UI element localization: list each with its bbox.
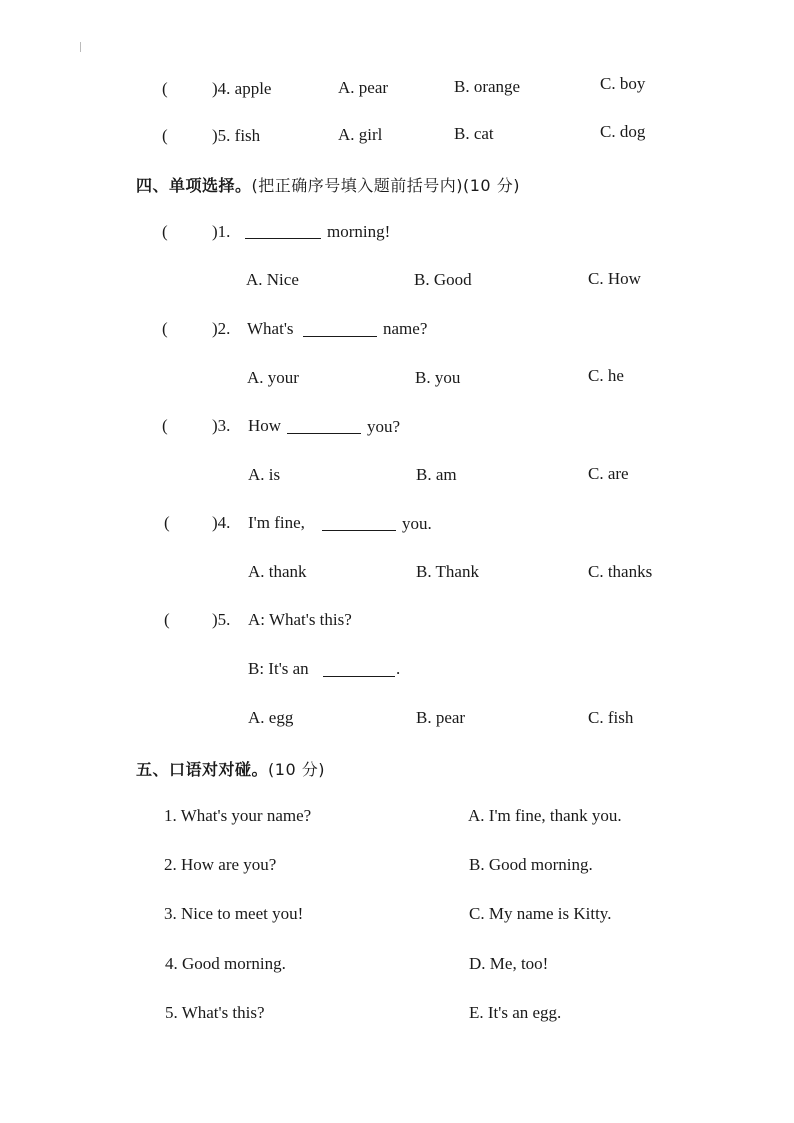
- fill-blank[interactable]: [245, 224, 321, 239]
- matching-question: 1. What's your name?: [164, 806, 312, 825]
- option-a: A. egg: [248, 708, 294, 727]
- question-text: A: What's this?: [248, 610, 352, 629]
- answer-paren[interactable]: (: [162, 79, 168, 98]
- question-number: )4.: [212, 513, 231, 532]
- option-a: A. thank: [248, 562, 307, 581]
- answer-paren[interactable]: (: [162, 416, 168, 435]
- section4-title: 四、单项选择。: [136, 176, 252, 195]
- matching-answer: E. It's an egg.: [469, 1003, 562, 1022]
- question-text-before: How: [248, 416, 282, 435]
- fill-blank[interactable]: [322, 516, 396, 531]
- option-b: B. pear: [416, 708, 466, 727]
- option-a: A. girl: [338, 125, 383, 144]
- option-b: B. cat: [454, 124, 494, 143]
- option-b: B. Thank: [416, 562, 479, 581]
- matching-answer: D. Me, too!: [469, 954, 549, 973]
- matching-answer: B. Good morning.: [469, 855, 593, 874]
- matching-question: 4. Good morning.: [165, 954, 286, 973]
- question-number: )5.: [212, 610, 231, 629]
- item-word: )4. apple: [212, 79, 272, 98]
- question-number: )1.: [212, 222, 231, 241]
- matching-answer: A. I'm fine, thank you.: [468, 806, 622, 825]
- answer-paren[interactable]: (: [162, 319, 168, 338]
- question-text: morning!: [327, 222, 391, 241]
- question-number: )2.: [212, 319, 231, 338]
- section5-heading: [136, 757, 325, 780]
- option-a: A. pear: [338, 78, 389, 97]
- question-text-before: I'm fine,: [248, 513, 305, 532]
- option-c: C. he: [588, 366, 624, 385]
- option-b: B. Good: [414, 270, 472, 289]
- answer-paren[interactable]: (: [162, 126, 168, 145]
- item-word: )5. fish: [212, 126, 261, 145]
- option-c: C. are: [588, 464, 629, 483]
- question-text-line2: B: It's an: [248, 659, 309, 678]
- option-a: A. Nice: [246, 270, 299, 289]
- answer-paren[interactable]: (: [164, 513, 170, 532]
- answer-paren[interactable]: (: [164, 610, 170, 629]
- matching-answer: C. My name is Kitty.: [469, 904, 612, 923]
- fill-blank[interactable]: [323, 662, 395, 677]
- fill-blank[interactable]: [287, 419, 361, 434]
- matching-question: 3. Nice to meet you!: [164, 904, 304, 923]
- section4-note: (把正确序号填入题前括号内)(10 分): [251, 176, 520, 195]
- question-text-after: you?: [367, 417, 401, 436]
- answer-paren[interactable]: (: [162, 222, 168, 241]
- question-number: )3.: [212, 416, 231, 435]
- question-text-before: What's: [247, 319, 294, 338]
- option-b: B. orange: [454, 77, 521, 96]
- option-a: A. is: [248, 465, 281, 484]
- option-b: B. you: [415, 368, 461, 387]
- option-c: C. boy: [600, 74, 646, 93]
- matching-question: 2. How are you?: [164, 855, 277, 874]
- question-text-after: name?: [383, 319, 428, 338]
- section4-heading: [136, 173, 520, 196]
- option-c: C. thanks: [588, 562, 653, 581]
- option-c: C. dog: [600, 122, 646, 141]
- section5-note: (10 分): [268, 760, 325, 779]
- option-a: A. your: [247, 368, 299, 387]
- option-c: C. fish: [588, 708, 634, 727]
- fill-blank[interactable]: [303, 322, 377, 337]
- question-text-end: .: [396, 659, 401, 678]
- option-c: C. How: [588, 269, 641, 288]
- matching-question: 5. What's this?: [165, 1003, 265, 1022]
- scan-mark: [80, 42, 81, 52]
- section5-title: 五、口语对对碰。: [136, 760, 269, 779]
- question-text-after: you.: [402, 514, 432, 533]
- option-b: B. am: [416, 465, 457, 484]
